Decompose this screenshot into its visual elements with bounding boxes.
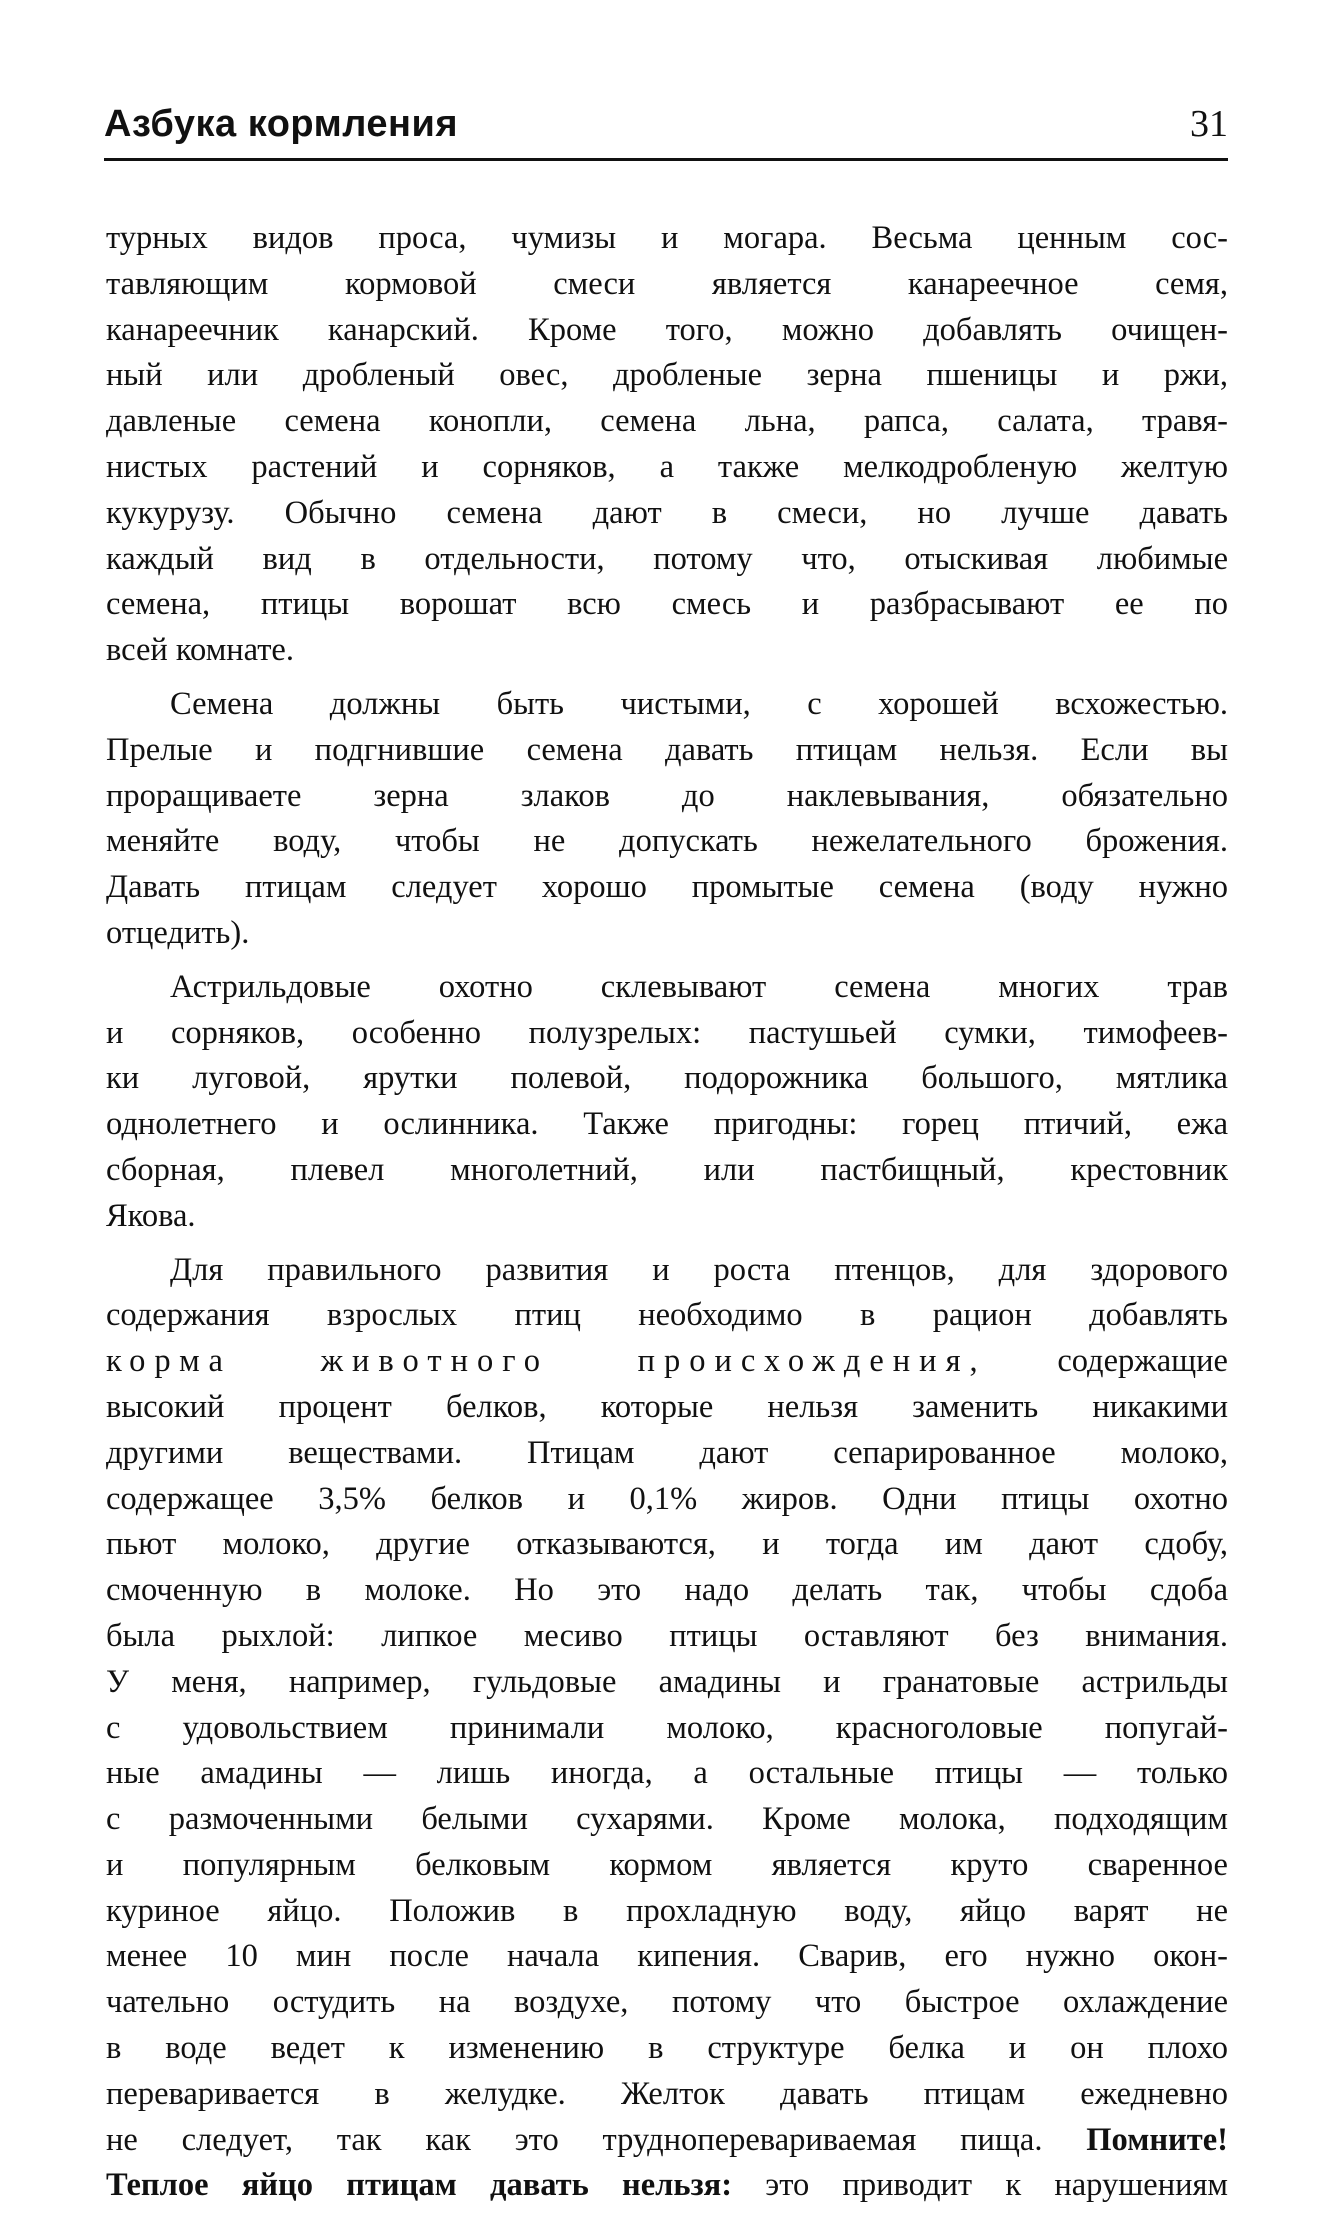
bold-warning: Помните!	[1086, 2121, 1228, 2158]
text-line: Астрильдовые охотно склевывают семена многих трав	[170, 968, 1228, 1005]
page-number: 31	[1190, 103, 1228, 145]
text-line: семена, птицы ворошат всю смесь и разбрасывают ее по	[106, 586, 1228, 623]
text-line: ки луговой, ярутки полевой, подорожника большого, мятлика	[106, 1060, 1228, 1097]
text-line: с удовольствием принимали молоко, красноголовые попугай-	[106, 1709, 1228, 1746]
running-header	[104, 96, 1228, 161]
text-line: тавляющим кормовой смеси является канареечное семя,	[106, 265, 1228, 302]
paragraph-2	[106, 682, 1228, 957]
paragraph-3	[106, 965, 1228, 1240]
text-line-emphasis	[106, 1339, 1228, 1385]
text-line: отцедить).	[106, 914, 250, 951]
text-line: турных видов проса, чумизы и могара. Весьма ценным сос-	[106, 220, 1228, 256]
text-line: ный или дробленый овес, дробленые зерна пшеницы и ржи,	[106, 357, 1228, 394]
text-line: была рыхлой: липкое месиво птицы оставляют без внимания.	[106, 1617, 1228, 1654]
text-line: кукурузу. Обычно семена дают в смеси, но лучше давать	[106, 494, 1228, 531]
text-line: другими веществами. Птицам дают сепарированное молоко,	[106, 1434, 1228, 1471]
text-line: меняйте воду, чтобы не допускать нежелательного брожения.	[106, 823, 1228, 860]
text-line-with-bold	[106, 2118, 1228, 2164]
text-line: У меня, например, гульдовые амадины и гранатовые астрильды	[106, 1663, 1228, 1700]
text-line: и сорняков, особенно полузрелых: пастушьей сумки, тимофеев-	[106, 1014, 1228, 1051]
text-line: Прелые и подгнившие семена давать птицам нельзя. Если вы	[106, 731, 1228, 768]
text-fragment: , содержащие	[969, 1343, 1228, 1380]
text-line: пьют молоко, другие отказываются, и тогда им дают сдобу,	[106, 1526, 1228, 1563]
text-line: с размоченными белыми сухарями. Кроме молока, подходящим	[106, 1801, 1228, 1838]
text-line: смоченную в молоке. Но это надо делать так, чтобы сдоба	[106, 1572, 1228, 1609]
text-fragment: это приводит к нарушениям	[732, 2167, 1228, 2204]
text-line: каждый вид в отдельности, потому что, отыскивая любимые	[106, 540, 1228, 577]
text-line: содержащее 3,5% белков и 0,1% жиров. Одни птицы охотно	[106, 1480, 1228, 1517]
running-header-title: Азбука кормления	[104, 103, 459, 145]
paragraph-1	[106, 216, 1228, 674]
spaced-emphasis: корма животного происхождения	[106, 1343, 970, 1380]
body-text	[106, 216, 1228, 2209]
text-line: и популярным белковым кормом является круто сваренное	[106, 1846, 1228, 1883]
text-line: сборная, плевел многолетний, или пастбищный, крестовник	[106, 1151, 1228, 1188]
text-line: Давать птицам следует хорошо промытые семена (воду нужно	[106, 869, 1228, 906]
text-line: канареечник канарский. Кроме того, можно добавлять очищен-	[106, 311, 1228, 348]
text-line: чательно остудить на воздухе, потому что быстрое охлаждение	[106, 1984, 1228, 2021]
text-line: Якова.	[106, 1197, 196, 1234]
text-line: содержания взрослых птиц необходимо в рацион добавлять	[106, 1297, 1228, 1334]
text-line: проращиваете зерна злаков до наклевывания, обязательно	[106, 777, 1228, 814]
text-line: давленые семена конопли, семена льна, рапса, салата, травя-	[106, 403, 1228, 440]
paragraph-4	[106, 1248, 1228, 2210]
text-line: в воде ведет к изменению в структуре белка и он плохо	[106, 2030, 1228, 2067]
text-line-with-bold	[106, 2163, 1228, 2209]
text-line: Семена должны быть чистыми, с хорошей всхожестью.	[170, 685, 1228, 722]
text-line: Для правильного развития и роста птенцов, для здорового	[170, 1251, 1228, 1288]
text-line: переваривается в желудке. Желток давать птицам ежедневно	[106, 2075, 1228, 2112]
text-line: ные амадины — лишь иногда, а остальные птицы — только	[106, 1755, 1228, 1792]
text-line: высокий процент белков, которые нельзя заменить никакими	[106, 1388, 1228, 1425]
text-fragment: не следует, так как это трудноперевариваемая пища.	[106, 2121, 1087, 2158]
text-line: менее 10 мин после начала кипения. Сварив, его нужно окон-	[106, 1938, 1228, 1975]
text-line: всей комнате.	[106, 632, 294, 669]
text-line: однолетнего и ослинника. Также пригодны: горец птичий, ежа	[106, 1106, 1228, 1143]
text-line: куриное яйцо. Положив в прохладную воду, яйцо варят не	[106, 1892, 1228, 1929]
bold-warning: Теплое яйцо птицам давать нельзя:	[106, 2167, 733, 2204]
text-line: нистых растений и сорняков, а также мелкодробленую желтую	[106, 448, 1228, 485]
